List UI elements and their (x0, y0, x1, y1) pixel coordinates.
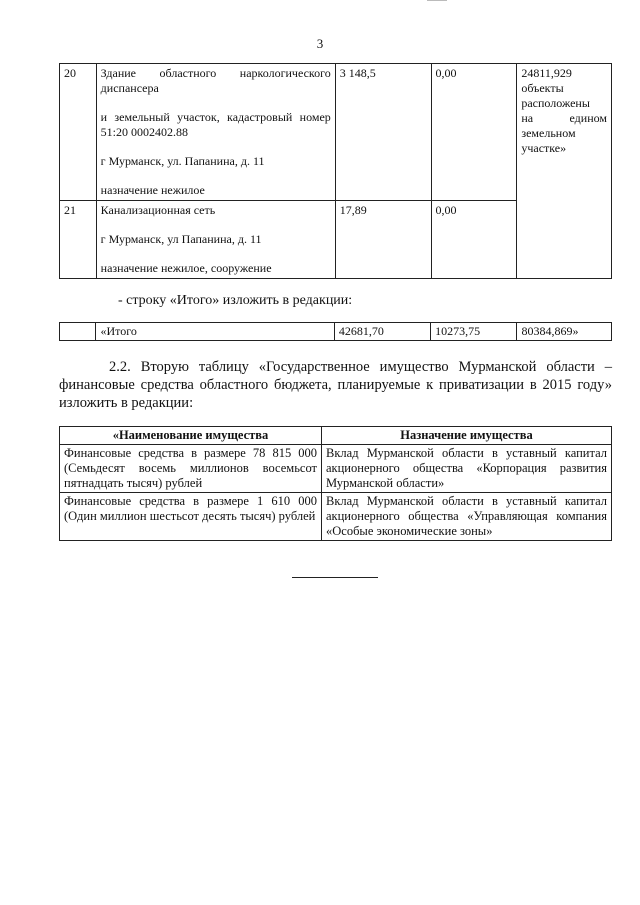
note-value: 24811,929 (521, 66, 572, 80)
address: г Мурманск, ул. Папанина, д. 11 (100, 154, 265, 168)
table-row (60, 445, 612, 493)
note-text: участке» (521, 141, 567, 155)
note-text: на едином (521, 111, 607, 125)
page-number: 3 (316, 36, 324, 51)
finance-table (59, 426, 612, 541)
total-row (60, 323, 612, 341)
address: г Мурманск, ул Папанина, д. 11 (100, 232, 262, 246)
header-purpose: Назначение имущества (322, 427, 612, 445)
row-number: 20 (60, 64, 97, 201)
finance-purpose: Вклад Мурманской области в уставный капитал акционерного общества «Управляющая компания «Особые экономические зоны» (322, 493, 612, 541)
total-table (59, 322, 612, 341)
note-text: объекты (521, 81, 564, 95)
purpose: назначение нежилое, сооружение (100, 261, 272, 275)
property-description (96, 201, 335, 279)
cost-value: 0,00 (431, 64, 517, 201)
total-note: 80384,869» (517, 323, 612, 341)
purpose: назначение нежилое (100, 183, 205, 197)
separator-line (292, 577, 378, 578)
property-name: Канализационная сеть (100, 203, 216, 217)
note-cell (517, 64, 612, 279)
land-plot: и земельный участок, кадастровый номер 51:20 0002402.88 (100, 110, 331, 139)
finance-name: Финансовые средства в размере 1 610 000 (Один миллион шестьсот десять тысяч) рублей (60, 493, 322, 541)
header-name: «Наименование имущества (60, 427, 322, 445)
cost-value: 0,00 (431, 201, 517, 279)
area-value: 3 148,5 (335, 64, 431, 201)
note-text: расположены (521, 96, 590, 110)
empty-cell (60, 323, 96, 341)
header-row (60, 427, 612, 445)
total-cost: 10273,75 (431, 323, 517, 341)
instruction-text: - строку «Итого» изложить в редакции: (118, 293, 353, 308)
note-text: земельном (521, 126, 576, 140)
area-value: 17,89 (335, 201, 431, 279)
table-row (60, 64, 612, 201)
scan-mark (427, 0, 447, 1)
finance-purpose: Вклад Мурманской области в уставный капитал акционерного общества «Корпорация развития Мурманской области» (322, 445, 612, 493)
paragraph-2-2: 2.2. Вторую таблицу «Государственное имущество Мурманской области – финансовые средства областного бюджета, планируемые к приватизации в 2015 году» изложить в редакции: (59, 359, 612, 411)
finance-name: Финансовые средства в размере 78 815 000 (Семьдесят восемь миллионов восемьсот пятнадцать тысяч) рублей (60, 445, 322, 493)
total-area: 42681,70 (334, 323, 430, 341)
property-name: Здание областного наркологического диспансера (100, 66, 331, 95)
table-row (60, 493, 612, 541)
property-description (96, 64, 335, 201)
row-number: 21 (60, 201, 97, 279)
property-table (59, 63, 612, 279)
total-label: «Итого (96, 323, 334, 341)
